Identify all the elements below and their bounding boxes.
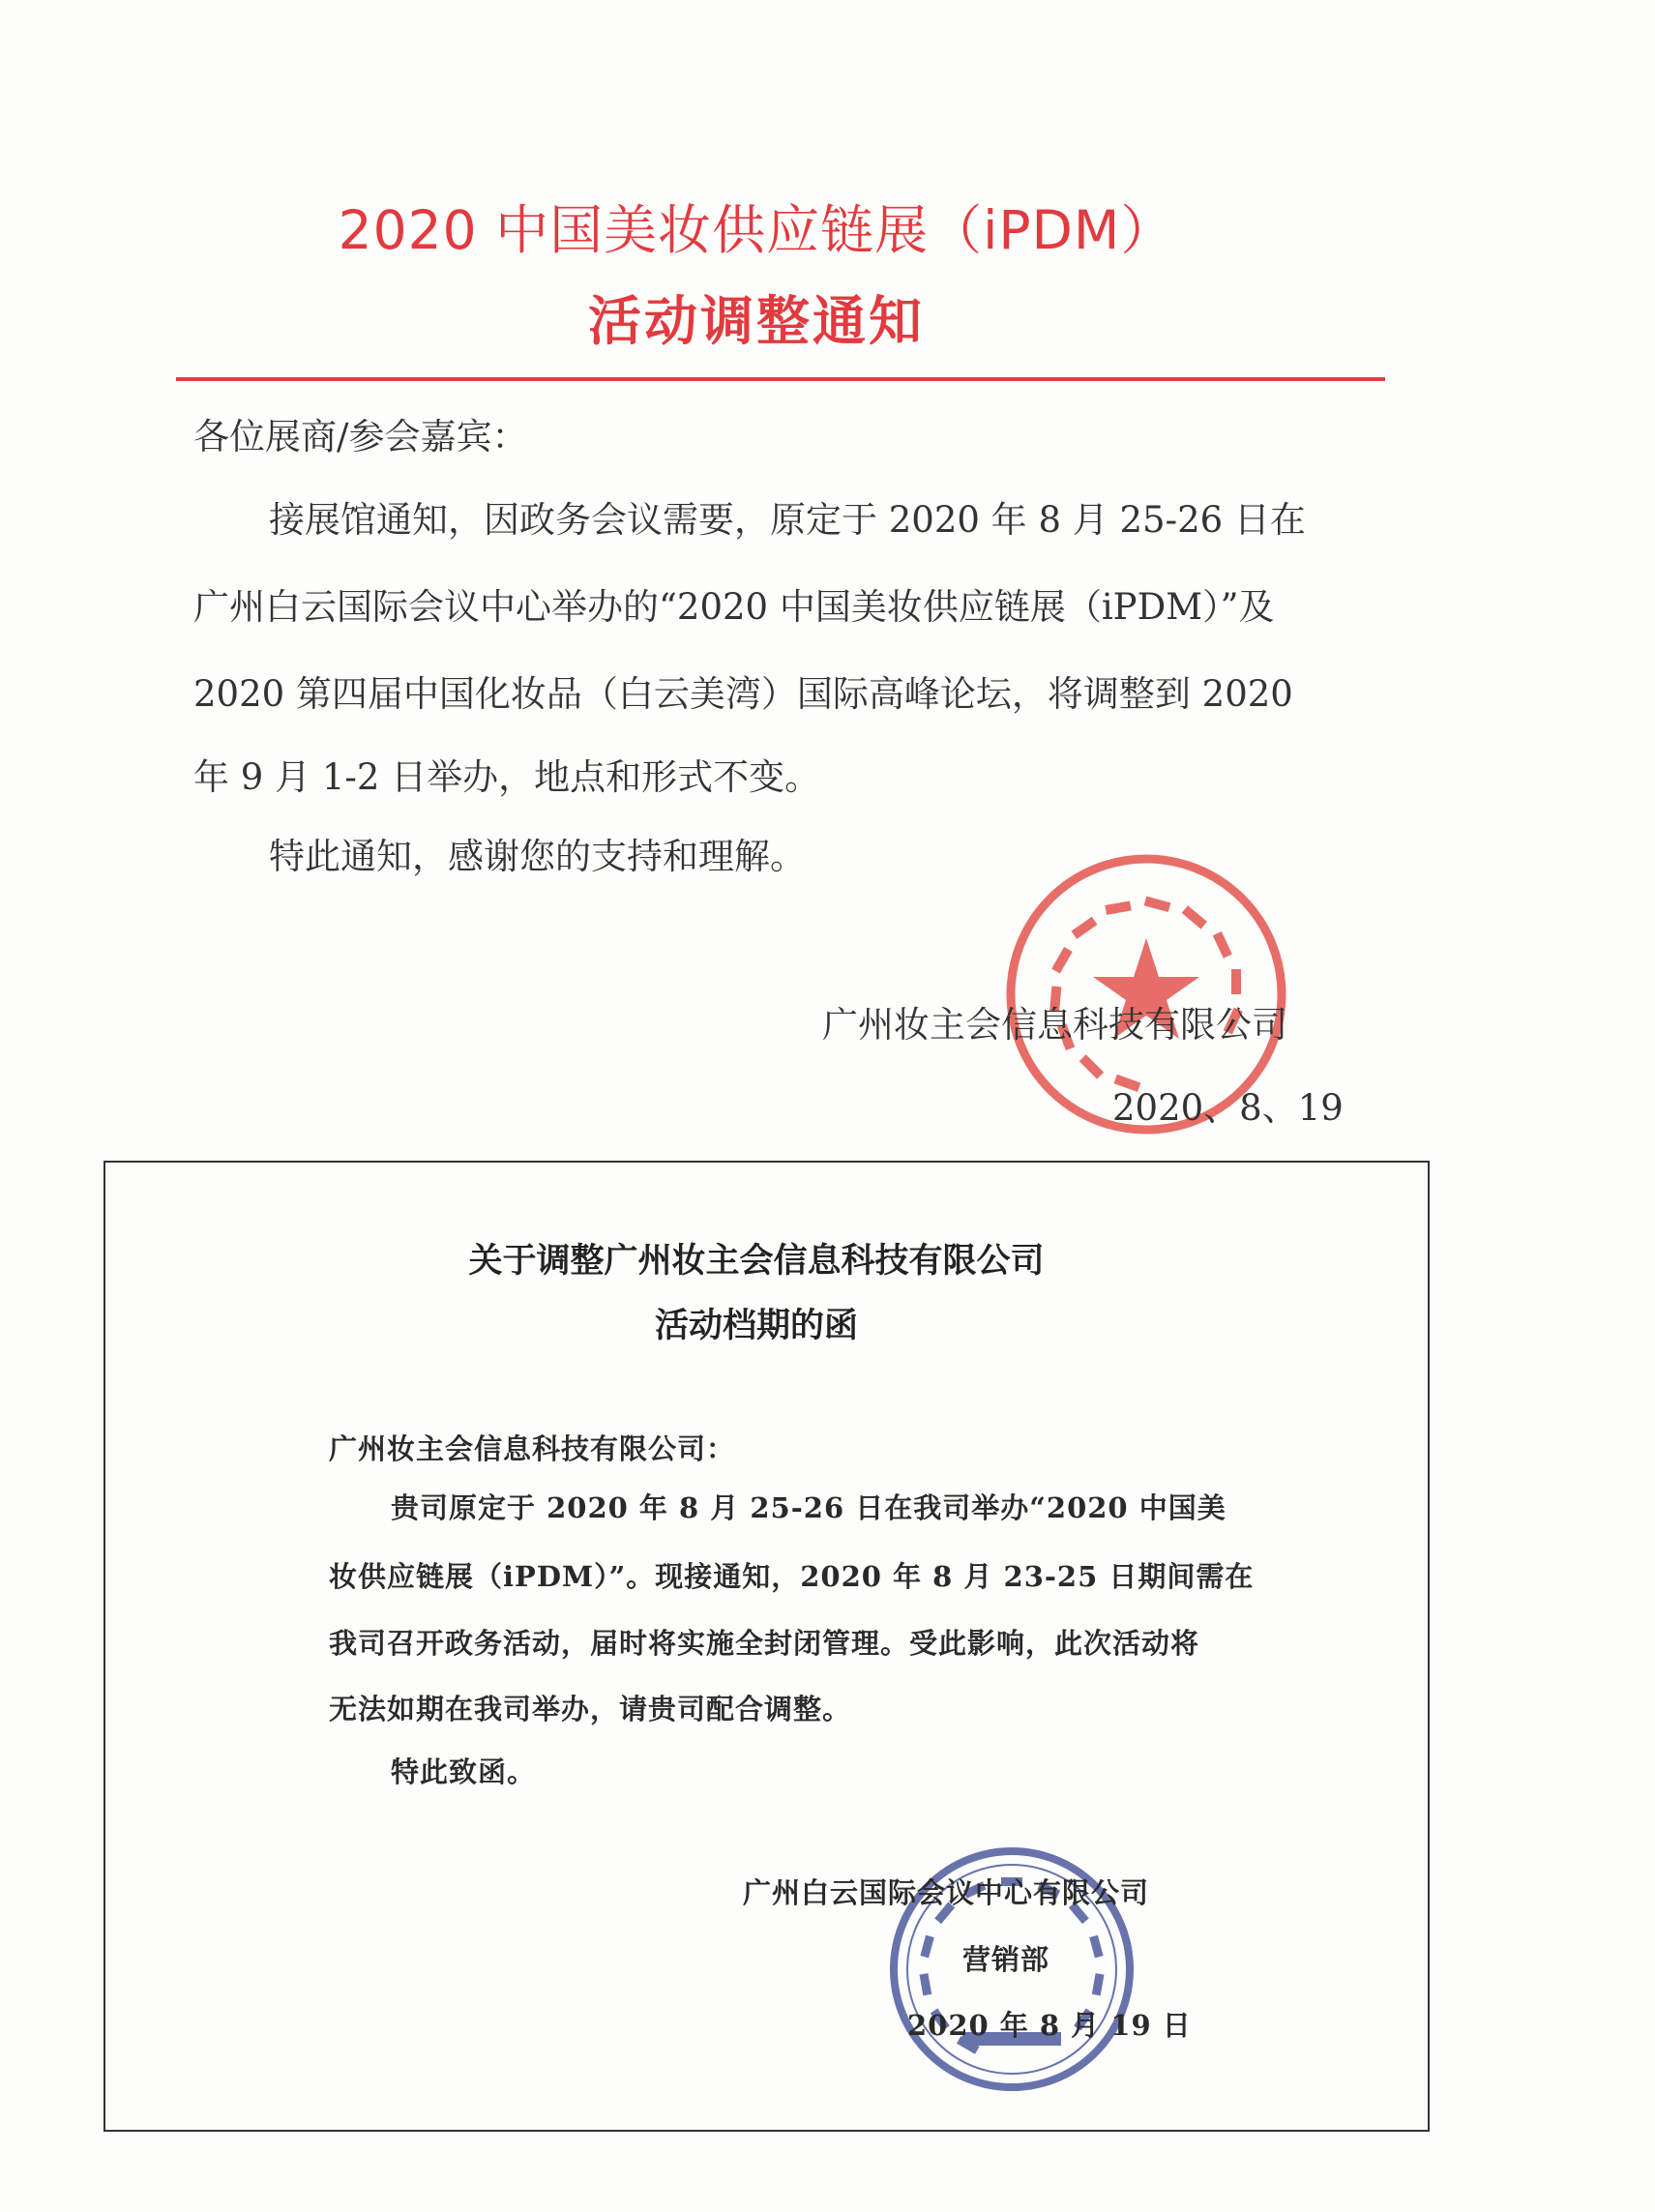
letter-department: 营销部 <box>962 1943 1050 1976</box>
letter-body-line: 无法如期在我司举办，请贵司配合调整。 <box>329 1693 852 1725</box>
notice-paragraph-line: 年 9 月 1-2 日举办，地点和形式不变。 <box>193 756 821 798</box>
title-divider <box>176 377 1385 381</box>
letter-body-line: 妆供应链展（iPDM）”。现接通知，2020 年 8 月 23-25 日期间需在 <box>329 1560 1255 1593</box>
notice-title-line1: 2020 中国美妆供应链展（iPDM） <box>338 199 1175 261</box>
letter-date: 2020 年 8 月 19 日 <box>907 2009 1192 2042</box>
notice-signature: 广州妆主会信息科技有限公司 <box>822 1004 1287 1046</box>
letter-title-line1: 关于调整广州妆主会信息科技有限公司 <box>468 1241 1045 1281</box>
letter-salutation: 广州妆主会信息科技有限公司： <box>329 1432 736 1465</box>
notice-paragraph-line: 广州白云国际会议中心举办的“2020 中国美妆供应链展（iPDM）”及 <box>193 586 1275 628</box>
notice-title-line2: 活动调整通知 <box>587 290 925 352</box>
letter-body-line: 我司召开政务活动，届时将实施全封闭管理。受此影响，此次活动将 <box>329 1627 1200 1660</box>
letter-signature: 广州白云国际会议中心有限公司 <box>743 1876 1150 1909</box>
notice-date: 2020、8、19 <box>1112 1087 1344 1129</box>
letter-closing: 特此致函。 <box>391 1755 537 1788</box>
notice-paragraph-line: 接展馆通知，因政务会议需要，原定于 2020 年 8 月 25-26 日在 <box>269 499 1306 541</box>
letter-title-line2: 活动档期的函 <box>654 1306 858 1345</box>
notice-paragraph-line: 2020 第四届中国化妆品（白云美湾）国际高峰论坛，将调整到 2020 <box>193 673 1293 715</box>
notice-closing: 特此通知，感谢您的支持和理解。 <box>269 836 806 877</box>
notice-salutation: 各位展商/参会嘉宾： <box>193 416 528 457</box>
letter-body-line: 贵司原定于 2020 年 8 月 25-26 日在我司举办“2020 中国美 <box>391 1491 1226 1524</box>
